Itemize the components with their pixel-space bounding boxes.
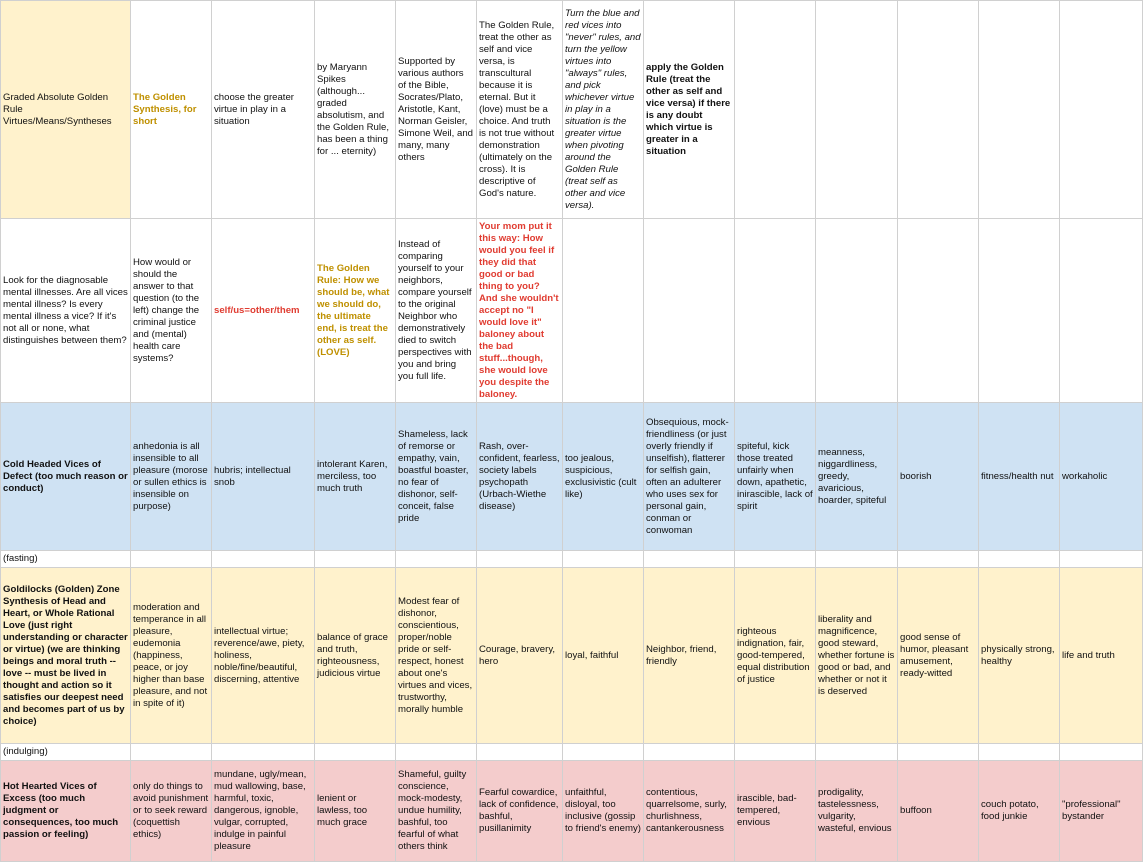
cell-b1[interactable]: The Golden Synthesis, for short	[131, 1, 212, 219]
cell-g5[interactable]: loyal, faithful	[563, 568, 644, 744]
cell-c5[interactable]: intellectual virtue; reverence/awe, piety, holiness, noble/fine/beautiful, discerning, attentive	[212, 568, 315, 744]
cell-d2[interactable]: The Golden Rule: How we should be, what we should do, the ultimate end, is treat the other as self. (LOVE)	[315, 219, 396, 403]
cell-a6[interactable]: (indulging)	[1, 744, 131, 761]
cell-e5[interactable]: Modest fear of dishonor, conscientious, proper/noble pride or self-respect, honest about one's virtues and vices, trustworthy, morally humble	[396, 568, 477, 744]
table-row	[1, 219, 1143, 403]
cell-g3[interactable]: too jealous, suspicious, exclusivistic (cult like)	[563, 403, 644, 551]
cell-j3[interactable]: meanness, niggardliness, greedy, avaricious, hoarder, spiteful	[816, 403, 898, 551]
cell-i6[interactable]	[735, 744, 816, 761]
table-row	[1, 1, 1143, 219]
cell-g1[interactable]: Turn the blue and red vices into "never" rules, and turn the yellow virtues into "always" rules, and pick whichever virtue in play in a situation is the greater virtue when pivoting around the Golden Rule (treat self as other and vice versa).	[563, 1, 644, 219]
cell-i1[interactable]	[735, 1, 816, 219]
cell-c7[interactable]: mundane, ugly/mean, mud wallowing, base, harmful, toxic, dangerous, ignoble, vulgar, corrupted, indulge in painful pleasure	[212, 761, 315, 862]
cell-h3[interactable]: Obsequious, mock-friendliness (or just overly friendly if unselfish), flatterer for selfish gain, often an adulterer who uses sex for personal gain, conman or conwoman	[644, 403, 735, 551]
cell-m7[interactable]: "professional" bystander	[1060, 761, 1143, 862]
cell-i7[interactable]: irascible, bad-tempered, envious	[735, 761, 816, 862]
cell-g7[interactable]: unfaithful, disloyal, too inclusive (gossip to friend's enemy)	[563, 761, 644, 862]
cell-i2[interactable]	[735, 219, 816, 403]
table-row	[1, 568, 1143, 744]
cell-a7[interactable]: Hot Hearted Vices of Excess (too much judgment or consequences, too much passion or feeling)	[1, 761, 131, 862]
cell-f1[interactable]: The Golden Rule, treat the other as self and vice versa, is transcultural because it is eternal. But it (love) must be a choice. And truth is not true without demonstration (ultimately on the cross). It is descriptive of God's nature.	[477, 1, 563, 219]
cell-j5[interactable]: liberality and magnificence, good steward, whether fortune is good or bad, and whether or not it is deserved	[816, 568, 898, 744]
cell-e4[interactable]	[396, 551, 477, 568]
cell-f5[interactable]: Courage, bravery, hero	[477, 568, 563, 744]
cell-b2[interactable]: How would or should the answer to that question (to the left) change the criminal justice and (mental) health care systems?	[131, 219, 212, 403]
cell-k2[interactable]	[898, 219, 979, 403]
table-row	[1, 761, 1143, 862]
cell-k6[interactable]	[898, 744, 979, 761]
cell-k5[interactable]: good sense of humor, pleasant amusement, ready-witted	[898, 568, 979, 744]
cell-m1[interactable]	[1060, 1, 1143, 219]
cell-m4[interactable]	[1060, 551, 1143, 568]
cell-a2[interactable]: Look for the diagnosable mental illnesses. Are all vices mental illness? Is every mental illness a vice? If it's not all or none, what distinguishes between them?	[1, 219, 131, 403]
cell-d1[interactable]: by Maryann Spikes (although... graded absolutism, and the Golden Rule, has been a thing for ... eternity)	[315, 1, 396, 219]
cell-l4[interactable]	[979, 551, 1060, 568]
cell-b7[interactable]: only do things to avoid punishment or to seek reward (coquettish ethics)	[131, 761, 212, 862]
cell-h6[interactable]	[644, 744, 735, 761]
cell-g6[interactable]	[563, 744, 644, 761]
cell-h7[interactable]: contentious, quarrelsome, surly, churlishness, cantankerousness	[644, 761, 735, 862]
cell-e6[interactable]	[396, 744, 477, 761]
cell-f6[interactable]	[477, 744, 563, 761]
cell-k1[interactable]	[898, 1, 979, 219]
cell-l6[interactable]	[979, 744, 1060, 761]
cell-h4[interactable]	[644, 551, 735, 568]
cell-d7[interactable]: lenient or lawless, too much grace	[315, 761, 396, 862]
cell-j1[interactable]	[816, 1, 898, 219]
cell-l3[interactable]: fitness/health nut	[979, 403, 1060, 551]
cell-j6[interactable]	[816, 744, 898, 761]
cell-c2[interactable]: self/us=other/them	[212, 219, 315, 403]
cell-l2[interactable]	[979, 219, 1060, 403]
cell-c1[interactable]: choose the greater virtue in play in a situation	[212, 1, 315, 219]
cell-c6[interactable]	[212, 744, 315, 761]
cell-m5[interactable]: life and truth	[1060, 568, 1143, 744]
cell-e2[interactable]: Instead of comparing yourself to your neighbors, compare yourself to the original Neighbor who demonstratively died to switch perspectives with you and bring you full life.	[396, 219, 477, 403]
cell-k3[interactable]: boorish	[898, 403, 979, 551]
cell-d6[interactable]	[315, 744, 396, 761]
cell-g2[interactable]	[563, 219, 644, 403]
cell-e7[interactable]: Shameful, guilty conscience, mock-modesty, undue humility, bashful, too fearful of what others think	[396, 761, 477, 862]
cell-a4[interactable]: (fasting)	[1, 551, 131, 568]
cell-h5[interactable]: Neighbor, friend, friendly	[644, 568, 735, 744]
cell-i5[interactable]: righteous indignation, fair, good-tempered, equal distribution of justice	[735, 568, 816, 744]
cell-m6[interactable]	[1060, 744, 1143, 761]
cell-f4[interactable]	[477, 551, 563, 568]
cell-b6[interactable]	[131, 744, 212, 761]
cell-c4[interactable]	[212, 551, 315, 568]
cell-m3[interactable]: workaholic	[1060, 403, 1143, 551]
cell-g4[interactable]	[563, 551, 644, 568]
cell-b4[interactable]	[131, 551, 212, 568]
cell-a1[interactable]: Graded Absolute Golden Rule Virtues/Means/Syntheses	[1, 1, 131, 219]
cell-l7[interactable]: couch potato, food junkie	[979, 761, 1060, 862]
cell-a5[interactable]: Goldilocks (Golden) Zone Synthesis of Head and Heart, or Whole Rational Love (just right understanding or character or virtue) (we are thinking beings and moral truth -- love -- must be lived in thought and action so it satisfies our deepest need and becomes part of us by choice)	[1, 568, 131, 744]
cell-b3[interactable]: anhedonia is all insensible to all pleasure (morose or sullen ethics is insensible on purpose)	[131, 403, 212, 551]
cell-i4[interactable]	[735, 551, 816, 568]
cell-c3[interactable]: hubris; intellectual snob	[212, 403, 315, 551]
cell-j7[interactable]: prodigality, tastelessness, vulgarity, wasteful, envious	[816, 761, 898, 862]
cell-j2[interactable]	[816, 219, 898, 403]
cell-d5[interactable]: balance of grace and truth, righteousness, judicious virtue	[315, 568, 396, 744]
cell-k4[interactable]	[898, 551, 979, 568]
cell-i3[interactable]: spiteful, kick those treated unfairly when down, apathetic, inirascible, lack of spirit	[735, 403, 816, 551]
table-row	[1, 744, 1143, 761]
cell-h2[interactable]	[644, 219, 735, 403]
cell-f7[interactable]: Fearful cowardice, lack of confidence, bashful, pusillanimity	[477, 761, 563, 862]
cell-e1[interactable]: Supported by various authors of the Bible, Socrates/Plato, Aristotle, Kant, Norman Geisler, Simone Weil, and many, many others	[396, 1, 477, 219]
cell-m2[interactable]	[1060, 219, 1143, 403]
cell-l5[interactable]: physically strong, healthy	[979, 568, 1060, 744]
table-row	[1, 403, 1143, 551]
table-row	[1, 551, 1143, 568]
cell-j4[interactable]	[816, 551, 898, 568]
cell-h1[interactable]: apply the Golden Rule (treat the other as self and vice versa) if there is any doubt which virtue is greater in a situation	[644, 1, 735, 219]
cell-f3[interactable]: Rash, over-confident, fearless, society labels psychopath (Urbach-Wiethe disease)	[477, 403, 563, 551]
cell-f2[interactable]: Your mom put it this way: How would you feel if they did that good or bad thing to you? And she wouldn't accept no "I would love it" baloney about the bad stuff...though, she would love you despite the baloney.	[477, 219, 563, 403]
cell-d4[interactable]	[315, 551, 396, 568]
cell-e3[interactable]: Shameless, lack of remorse or empathy, vain, boastful boaster, no fear of dishonor, self-conceit, false pride	[396, 403, 477, 551]
cell-k7[interactable]: buffoon	[898, 761, 979, 862]
cell-a3[interactable]: Cold Headed Vices of Defect (too much reason or conduct)	[1, 403, 131, 551]
cell-l1[interactable]	[979, 1, 1060, 219]
cell-d3[interactable]: intolerant Karen, merciless, too much truth	[315, 403, 396, 551]
cell-b5[interactable]: moderation and temperance in all pleasure, eudemonia (happiness, peace, or joy higher than base pleasure, and not in spite of it)	[131, 568, 212, 744]
